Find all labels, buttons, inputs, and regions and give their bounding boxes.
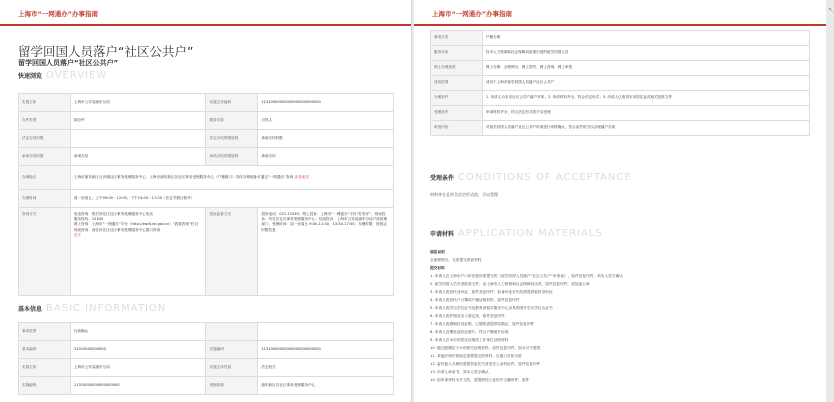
- list-item: 11. 其他法律法规规定需要提交的材料，以窗口告知为准: [430, 354, 522, 358]
- document-page-right: [414, 0, 834, 402]
- table-row: 办理地点 上海市浦东新区合庆镇社区事务受理服务中心、上海市浦东新区各社区事务受理服务中心（户籍窗口）具体办理地址可通过“一网通办”查询 查看地图: [19, 166, 394, 190]
- list-item: 1. 申请人在上海市户口所在地所需提交的《留学回国人员落户“社区公共户”申请表》，原件及复印件，须本人签字确认: [430, 274, 623, 278]
- table-row: 适用范围 适用于上海市留学回国人员落户社区公共户: [431, 76, 810, 91]
- page-header: 上海市“一网通办”办事指南: [0, 0, 411, 26]
- table-row: 承诺办结时限 承诺办结 承诺办结时限说明 承诺办结: [19, 148, 394, 166]
- table-row: 办理条件 1. 申请人为本市社区公共户落户对象；2. 申请材料齐全、符合法定形式；3. 申请人已取得本市居住证或相关批准文件: [431, 91, 810, 106]
- basic-info-table: [18, 322, 394, 395]
- table-row: 实施编码 11310000000000000000 受理机构 浦东新区各社区事务受理服务中心: [19, 377, 394, 395]
- table-row: 咨询方式 电话咨询：拨打所在区社区事务受理服务中心电话 服务热线：12345 网上咨询：上海市“一网通办”平台（http://zwdt.sh.gov.cn）“我要咨询”栏目 现场咨询：前往所在区社区事务受理服务中心窗口咨询 更多 投诉监督方式 投诉电话：021-12345；网上投诉：上海市“一网通办”平台“好差评”；现场投诉：所在区社区事务受理服务中心；信函投诉：上海市公安局浦东分局户政管理部门；受理时间：周一至周五 9:00-11:30，13:30-17:00；办理时限：按规定时限答复: [19, 208, 394, 296]
- table-row: 实施主体 上海市公安局浦东分局 实施主体编码 11310000000000000000000000: [19, 94, 394, 112]
- page-title: 留学回国人员落户“社区公共户”: [18, 44, 194, 59]
- list-item: 3. 申请人的居民身份证，原件及复印件，如身份证丢失的需提供临时身份证: [430, 290, 553, 294]
- basic-info-section-title: 基本信息 BASIC INFORMATION: [18, 303, 167, 314]
- materials-section-title: 申请材料 APPLICATION MATERIALS: [430, 228, 603, 239]
- table-row: 事项分类 户籍办理: [431, 31, 810, 46]
- materials-subheading: 填报说明: [430, 250, 445, 254]
- table-row: 审批内容 对留学回国人员落户社区公共户申请进行审核确认，符合条件的予以办理落户手续: [431, 121, 810, 136]
- table-row: 法定办结时限 法定办结时限说明 承诺办结时限: [19, 130, 394, 148]
- materials-subheading: 提交材料: [430, 266, 445, 270]
- list-item: 13. 申请人承诺书，须本人签字确认: [430, 370, 489, 374]
- details-table: [430, 30, 810, 136]
- page-subtitle: 留学回国人员落户“社区公共户”: [18, 59, 119, 67]
- table-row: 办理时间 周一至周五，上午09:00－12:00，下午13:00－17:00（法定节假日除外）: [19, 190, 394, 208]
- more-consult-link[interactable]: 更多: [73, 232, 82, 237]
- list-item: 4. 申请人的居民户口簿或户籍证明材料，原件及复印件: [430, 298, 520, 302]
- cursor-icon: ↖: [828, 6, 834, 14]
- overview-table: [18, 93, 394, 296]
- list-item: 6. 申请人的护照及出入境记录，原件及复印件: [430, 314, 505, 318]
- view-map-link[interactable]: 查看地图: [294, 174, 309, 179]
- list-item: 5. 申请人的学历学位证书及教育部留学服务中心出具的国外学历学位认证书: [430, 306, 553, 310]
- page-header: 上海市“一网通办”办事指南: [414, 0, 826, 26]
- table-row: 基本编码 31010000000000 实施编码 11310000000000000000000000: [19, 341, 394, 359]
- list-item: 2. 留学回国人员引进批准文件，由上海市人力资源和社会保障局出具，原件及复印件，须加盖公章: [430, 282, 590, 286]
- list-item: 10. 随迁配偶及子女的相关证明材料，原件及复印件，如无可不提供: [430, 346, 541, 350]
- list-item: 7. 申请人的婚姻状况证明，已婚的需提供结婚证，原件及复印件: [430, 322, 535, 326]
- overview-section-title: 快速浏览 OVERVIEW: [18, 70, 108, 81]
- table-row: 实施主体 上海市公安局浦东分局 实施主体性质 法定机关: [19, 359, 394, 377]
- table-row: 网上办理深度 网上办理：全程网办，网上预约，网上咨询，网上申报: [431, 61, 810, 76]
- materials-list: 填报说明 全流程网办，无需提交纸质材料 提交材料 1. 申请人在上海市户口所在地所需提交的《留学回国人员落户“社区公共户”申请表》，原件及复印件，须本人签字确认 2. 留学回国人员引进批准文件，由上海市人力资源和社会保障局出具，原件及复印件，须加盖公章 3. 申请人的居民身份证，原件及复印件，如身份证丢失的需提供临时身份证 4. 申请人的居民户口簿或户籍证明材料，原件及复印件 5. 申请人的学历学位证书及教育部留学服务中心出具的国外学历学位认证书 6. 申请人的护照及出入境记录，原件及复印件 7. 申请人的婚姻状况证明，已婚的需提供结婚证，原件及复印件 8. 申请人近期免冠彩色照片，符合户籍照片标准 9. 申请人在本市的居住证明或工作单位证明材料 10. 随迁配偶及子女的相关证明材料，原件及复印件，如无可不提供 11. 其他法律法规规定需要提交的材料，以窗口告知为准 12. 委托他人办理的需提供委托书及受托人身份证件，原件及复印件 13. 申请人承诺书，须本人签字确认 14. 如申请材料为外文的，需提供经公证的中文翻译件，原件: [430, 250, 810, 386]
- list-item: 8. 申请人近期免冠彩色照片，符合户籍照片标准: [430, 330, 509, 334]
- list-item: 9. 申请人在本市的居住证明或工作单位证明材料: [430, 338, 509, 342]
- table-row: 办件类型 即办件 服务对象 自然人: [19, 112, 394, 130]
- table-row: 事项类型 行政确认: [19, 323, 394, 341]
- acceptance-section-title: 受理条件 CONDITIONS OF ACCEPTANCE: [430, 172, 632, 183]
- table-row: 受理条件 申请材料齐全、符合法定形式的予以受理: [431, 106, 810, 121]
- table-row: 服务对象 经市人力资源和社会保障局批准引进的留学回国人员: [431, 46, 810, 61]
- list-item: 12. 委托他人办理的需提供委托书及受托人身份证件，原件及复印件: [430, 362, 541, 366]
- list-item: 14. 如申请材料为外文的，需提供经公证的中文翻译件，原件: [430, 378, 530, 382]
- acceptance-text: 材料齐全且符合法定形式的，予以受理: [430, 192, 498, 197]
- document-page-left: [0, 0, 412, 402]
